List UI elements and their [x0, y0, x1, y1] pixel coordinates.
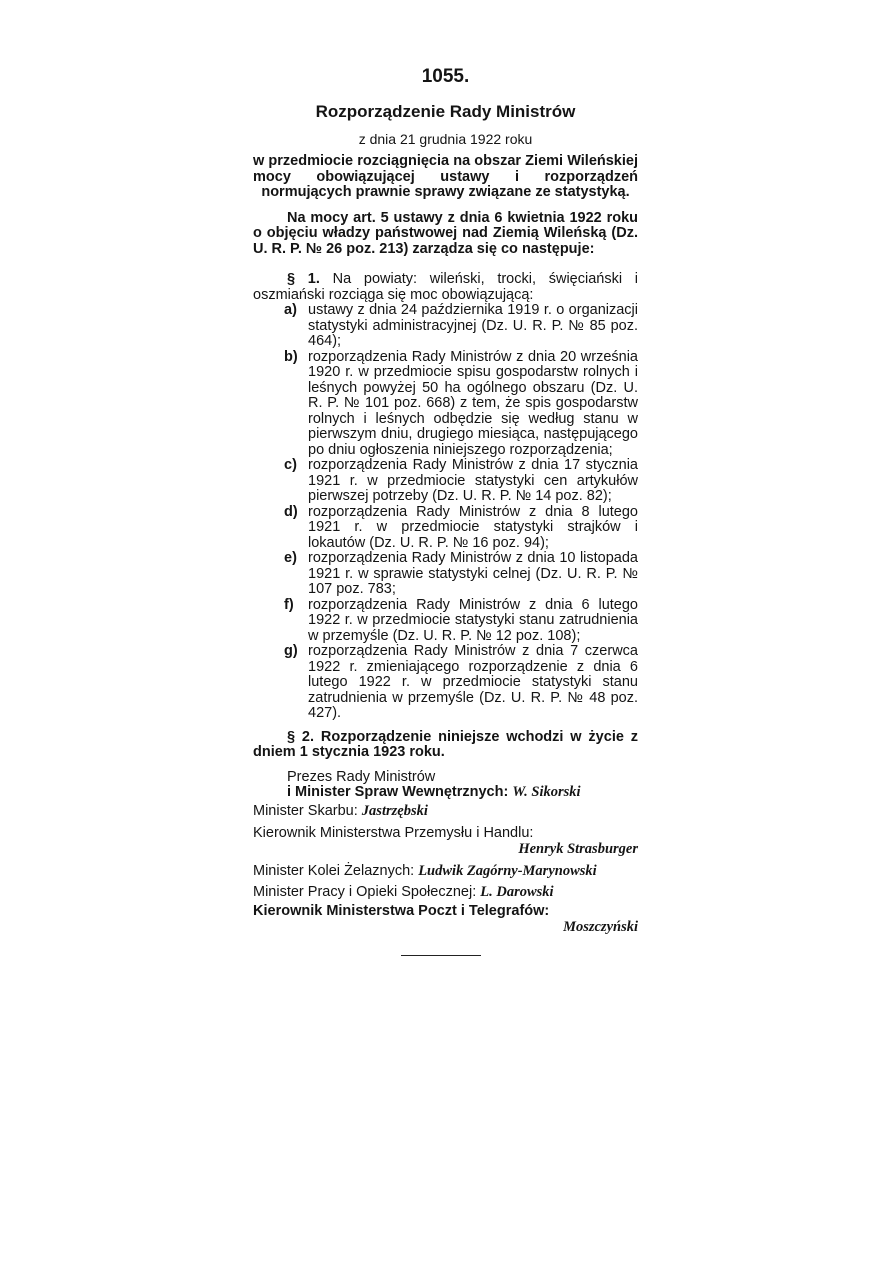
list-item-text: ustawy z dnia 24 października 1919 r. o organizacji statystyki administracyjnej (Dz. U. R. P. № 85 poz. 464); [308, 302, 638, 349]
list-item-e [284, 551, 638, 598]
document-title: Rozporządzenie Rady Ministrów [315, 102, 576, 121]
list-item-text: rozporządzenia Rady Ministrów z dnia 8 lutego 1921 r. w przedmiocie statystyki strajków i lokautów (Dz. U. R. P. № 16 poz. 94); [308, 503, 638, 551]
list-item-text: rozporządzenia Rady Ministrów z dnia 17 stycznia 1921 r. w przedmiocie statystyki cen artykułów pierwszej potrzeby (Dz. U. R. P. № 14 poz. 82); [308, 457, 638, 504]
signatures-block [253, 770, 638, 936]
section-1-text: Na powiaty: wileński, trocki, święciański i oszmiański rozciąga się moc obowiązującą: [253, 271, 639, 303]
intro-paragraph: Na mocy art. 5 ustawy z dnia 6 kwietnia 1922 roku o objęciu władzy państwowej nad Ziemią Wileńską (Dz. U. R. P. № 26 poz. 213) zarządza się co następuje: [253, 209, 638, 257]
list-item-text: rozporządzenia Rady Ministrów z dnia 10 listopada 1921 r. w sprawie statystyki celnej (Dz. U. R. P. № 107 poz. 783; [308, 550, 638, 597]
section-1-heading: § 1. [287, 271, 320, 287]
signature-treasury [253, 801, 638, 822]
closing-rule [401, 955, 481, 956]
list-item-label: d) [284, 503, 298, 520]
signature-name: Ludwik Zagórny-Marynowski [418, 863, 597, 879]
signature-premier [253, 770, 638, 801]
section-2-heading: § 2. [287, 728, 315, 745]
list-item-label: a) [284, 302, 297, 318]
signature-railways [253, 861, 638, 882]
list-item-label: g) [284, 643, 298, 659]
list-item-c [284, 458, 638, 505]
signature-title: Kierownik Ministerstwa Przemysłu i Handlu: [253, 825, 534, 841]
list-item-text: rozporządzenia Rady Ministrów z dnia 6 lutego 1922 r. w przedmiocie statystyki stanu zatrudnienia w przemyśle (Dz. U. R. P. № 12 poz. 108); [308, 596, 638, 644]
list-item-g [284, 644, 638, 722]
signature-labour [253, 882, 638, 903]
section-2-paragraph [253, 730, 638, 761]
list-item-a [284, 303, 638, 350]
signature-title: Kierownik Ministerstwa Poczt i Telegrafów: [253, 903, 550, 919]
signature-name: L. Darowski [480, 883, 554, 900]
section-1-list [253, 303, 638, 722]
list-item-label: b) [284, 348, 298, 365]
list-item-d [284, 505, 638, 552]
list-item-text: rozporządzenia Rady Ministrów z dnia 7 czerwca 1922 r. zmieniającego rozporządzenie z dnia 6 lutego 1922 r. w przedmiocie statystyki stanu zatrudnienia w przemyśle (Dz. U. R. P. № 48 poz. 427). [308, 643, 638, 721]
signature-title: Minister Kolei Żelaznych: [253, 863, 415, 879]
signature-name: Moszczyński [563, 918, 638, 935]
signature-name: Henryk Strasburger [518, 840, 638, 857]
list-item-f [284, 598, 638, 645]
signature-post [253, 904, 638, 935]
document-date: z dnia 21 grudnia 1922 roku [358, 131, 533, 147]
signature-title: Minister Pracy i Opieki Społecznej: [253, 883, 477, 900]
signature-title: Prezes Rady Ministrów [287, 768, 436, 785]
signature-title: Minister Skarbu: [253, 802, 358, 819]
section-2-text: Rozporządzenie niniejsze wchodzi w życie z dniem 1 stycznia 1923 roku. [253, 728, 639, 760]
list-item-b [284, 350, 638, 459]
signature-industry [253, 826, 638, 857]
page-number: 1055. [421, 66, 470, 87]
text-column [253, 66, 638, 956]
signature-name: Jastrzębski [361, 802, 428, 819]
list-item-text: rozporządzenia Rady Ministrów z dnia 20 września 1920 r. w przedmiocie spisu gospodarstw rolnych i leśnych powyżej 50 ha ogólnego obszaru (Dz. U. R. P. № 101 poz. 668) z tem, że spis gospodarstw rolnych i leśnych odbędzie się według stanu w pierwszym dniu, drugiego miesiąca, następującego po dniu ogłoszenia niniejszego rozporządzenia; [308, 348, 638, 458]
section-1-paragraph [253, 272, 638, 303]
document-subject: w przedmiocie rozciągnięcia na obszar Ziemi Wileńskiej mocy obowiązującej ustawy i rozporządzeń normujących prawnie sprawy związane ze statystyką. [253, 153, 638, 200]
list-item-label: e) [284, 550, 297, 566]
list-item-label: f) [284, 596, 294, 613]
list-item-label: c) [284, 457, 297, 473]
signature-title: i Minister Spraw Wewnętrznych: [287, 784, 509, 800]
signature-name: W. Sikorski [512, 784, 581, 800]
